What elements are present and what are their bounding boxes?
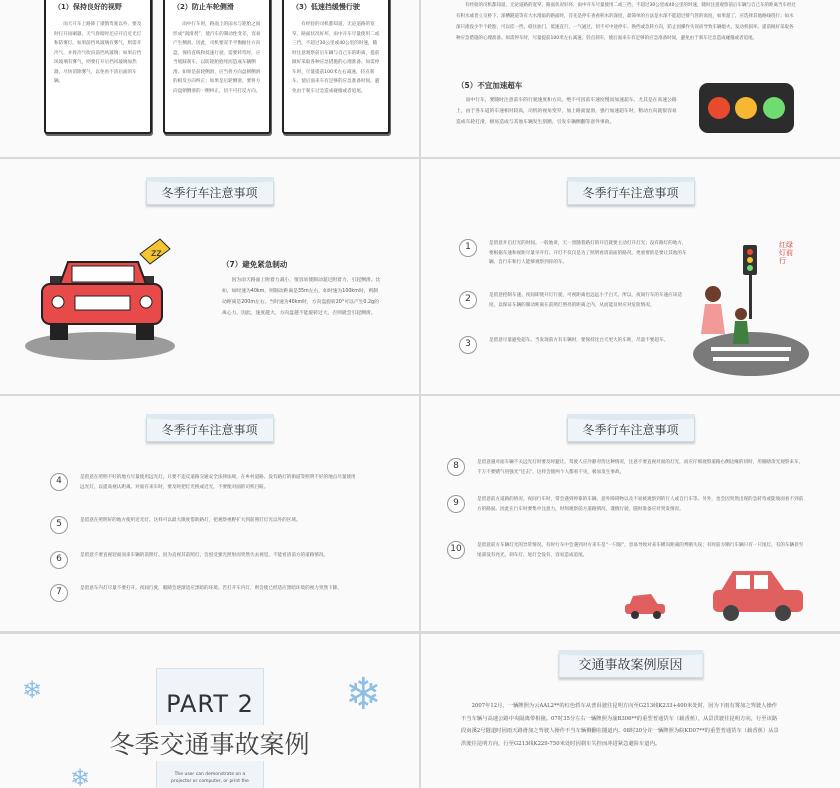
slide-banner: 冬季行车注意事项 bbox=[567, 179, 695, 205]
item-text: 是留意控制车速。夜间即使开灯行驶，可视距离也远远小于白天。所以，夜间行车的车速应该适度，以保证车辆的制动距离在前照灯照亮的距离之内，从而能及时应对危险情况。 bbox=[489, 293, 682, 308]
section-text: 雨中行车，要随时注意前车的行驶速度和方向，绝不可因前车速度慢而加速超车。尤其是在高速公路上，由于各车道的车速相对较高，司机的视角变窄，加上路面湿滑，强行加速超车时，稍动方向就很容易造成车轮打滑，极易造成与其他车辆发生刮蹭，引发车辆侧翻等意外事故。 bbox=[456, 98, 677, 125]
tip-title: （3）低速挡缓慢行驶 bbox=[292, 3, 360, 11]
item-text: 是留意前方道路的情况。夜间行车时，常会遇到停靠的车辆、意外障碍物以及不易被观察到的行人或自行车等。另外，也会因突然出现的急转弯或陡坡而看不到前方的路面。因此在行车时要集中注意力，时刻观察前方道路情况，谨慎行驶，随时准备应对突发情况。 bbox=[477, 497, 804, 512]
item-number: 3 bbox=[459, 336, 477, 354]
slide-rain-driving-tips[interactable] bbox=[0, 0, 419, 157]
item-number: 10 bbox=[447, 541, 465, 559]
snowflake-icon: ❄ bbox=[70, 764, 91, 788]
item-number: 8 bbox=[447, 458, 465, 476]
item-text: 是留意遇对面车辆不关远光灯时要及时避让。驾驶人应冷静对待这种情况，注意不要直视对面的灯光，而应仔细观察道路右侧边缘的同时，用眼睛余光观察来车，千万不要赌气用强光“还击”，这样会使两个人都看不见，极易发生事故。 bbox=[477, 460, 804, 475]
slide-accident-cause[interactable] bbox=[421, 634, 840, 788]
list-item bbox=[459, 291, 689, 310]
tip-card-2 bbox=[163, 0, 271, 134]
tip-card-3 bbox=[282, 0, 390, 134]
yellow-light bbox=[735, 97, 757, 119]
item-number: 7 bbox=[50, 584, 68, 602]
slide-banner: 冬季行车注意事项 bbox=[146, 416, 274, 442]
item-number: 5 bbox=[50, 516, 68, 534]
sign-text: 红绿灯前行 bbox=[779, 241, 793, 265]
item-number: 6 bbox=[50, 551, 68, 569]
snowflake-icon: ❄ bbox=[22, 676, 43, 704]
tip-title: （1）保持良好的视野 bbox=[54, 3, 122, 11]
svg-text:zz: zz bbox=[151, 248, 162, 259]
list-item bbox=[50, 473, 360, 492]
red-light bbox=[708, 97, 730, 119]
item-number: 4 bbox=[50, 473, 68, 491]
slide-emergency-braking[interactable] bbox=[0, 159, 419, 394]
slide-banner: 冬季行车注意事项 bbox=[146, 179, 274, 205]
list-item bbox=[447, 541, 807, 560]
list-item bbox=[50, 516, 360, 534]
snowflake-icon: ❄ bbox=[345, 669, 382, 720]
list-item bbox=[459, 239, 689, 268]
item-text: 是留意开启灯光的时间。一般地讲，天一黑随着路灯的开启就要主动打开灯光；没有路灯的地方，要根据车速和视距尽量早开灯。开灯不仅仅是为了照明看清前面的路况，更重要的是要让其他的车辆、自行车和行人能够观察到你的车。 bbox=[489, 241, 687, 265]
item-number: 1 bbox=[459, 239, 477, 257]
tip-text: 雨天开车上路除了谨慎驾驶以外，要及时打开雨刷器，天气昏暗时还应开启近光灯和防雾灯。如果前挡风玻璃有雾气，则需开冷气，并将冷气吹向前挡风玻璃；如果后挡风玻璃有雾气，则要打开后挡风玻璃加热器，尽快消除雾气，以免看不清后面的车辆。 bbox=[54, 22, 142, 84]
section-text: 因为雨天路面上附着力减小，很容易使制动超过附着力，引起侧滑。比如，如时速为40km，则制动距离是35m左右，如时速为100km时，则制动距离是200m左右。当时速为40km时，方向盘旋转20°可以产生0.2g的离心力，因此，速度越大，方向盘越不能旋转过大，否则就会引起侧滑。 bbox=[222, 278, 381, 316]
slide-night-driving-3[interactable] bbox=[421, 396, 840, 631]
item-text: 是留意在照明好的地方使用近光灯。这样可以最大限度借助路灯，把观察视野扩大到前照灯灯光以外的区域。 bbox=[80, 518, 301, 523]
section-heading: （5）不宜加速超车 bbox=[457, 81, 523, 90]
case-text: 2007年12月，一辆牌照为云AAL2**的红色轿车从普洱驶往昆明方向至G213线K233+400米处时，因为下雨有雾加之驾驶人操作不当车辆与高速公路中央隔离带相撞。07时35分左右一辆牌照为渝B306**的重型普通货车（载香蕉），从景洪驶往昆明方向，行至该路段南溪2号隧道时因雨天路滑加之驾驶人操作不当车辆侧翻在隧道内。08时20分许一辆牌照为皖KD07**的重型普通货车（载香蕉）从景洪驶往昆明方向，行至G213线K229-750米处时因刹车失控而冲进紧急避险车道内。 bbox=[461, 703, 779, 747]
list-item bbox=[459, 336, 689, 354]
tip-text: 雨中行车时，路面上的雨水与轮胎之间形成“润滑剂”，使汽车的制动性变差，容易产生侧滑。因此，司机要双手平衡握住方向盘，保持直线和低速行驶，需要转弯时，应当缓踩刹车，以防轮胎抱死而造成车辆侧滑。如果是前轮侧滑，应当将方向盘朝侧滑的相反方向纠正；如果是后轮侧滑，要将方向盘朝侧滑的一侧纠正，切不可打反方向。 bbox=[173, 22, 261, 94]
part-number: PART 2 bbox=[166, 690, 254, 718]
item-text: 是留意在照明不好的地方尽量使用远光灯。只要不违反道路交通安全法律法规，在乡村道路、没有路灯的街道等照明不好的地点尽量使用远光灯，以提高视认距离。对面有来车时，要及时把灯光换成近光，不要使对面的司机目眩。 bbox=[80, 475, 356, 490]
list-item bbox=[50, 584, 360, 602]
slide-banner: 交通事故案例原因 bbox=[558, 652, 703, 678]
item-text: 是留意前方车辆灯光的异常情况。有时行车中会遇到对方来车是“一只眼”，容易导致对来车横向距离的判断失误；有时前方顺行车辆只有一只尾灯，有的车辆甚至尾部没有亮光，刹车灯、尾灯全没有，容易造成追尾。 bbox=[477, 543, 804, 558]
green-light bbox=[763, 97, 785, 119]
item-number: 2 bbox=[459, 291, 477, 309]
cars-illustration bbox=[621, 566, 811, 626]
slide-night-driving-2[interactable] bbox=[0, 396, 419, 631]
red-car-illustration bbox=[20, 234, 190, 364]
list-item bbox=[447, 495, 807, 514]
item-number: 9 bbox=[447, 495, 465, 513]
item-text: 是留意车内灯尽量不要打开。夜间行驶，眼睛会逐渐适应黑暗的环境。若打开车内灯，则会使已经适应黑暗环境的视力突然下降。 bbox=[80, 586, 342, 591]
tip-card-1 bbox=[44, 0, 152, 134]
slide-night-driving-1[interactable] bbox=[421, 159, 840, 394]
list-item bbox=[50, 551, 360, 569]
tip-text: 有经验的司机都知道，无论道路的宽窄、路面状况好坏，雨中开车尽量使用二或三挡，不超过30公里或40公里的时速，随时注意观察前后车辆与自己车的距离，提前做好采取各种应急措施的心理准备。如需停车时，尽量提前100米左右减速、轻点刹车，使后面来车有足够的应急准备时间，避免由于刹车过急造成碰撞或者追尾。 bbox=[292, 22, 380, 94]
tip-title: （2）防止车轮侧滑 bbox=[173, 3, 234, 11]
list-item bbox=[447, 458, 807, 477]
slide-no-overtaking[interactable] bbox=[421, 0, 840, 157]
slide-part2-cover[interactable] bbox=[0, 634, 419, 788]
item-text: 是留意不要直视迎面而来车辆的前照灯。因为直视其前照灯，会因受强光照射而突然失去视觉，不能看清前方的道路情况。 bbox=[80, 553, 329, 558]
traffic-light-icon bbox=[699, 83, 794, 133]
item-text: 是留意尽量避免超车。当发现前方有车辆时，要保持比白天更大的车距，尽量不要超车。 bbox=[489, 338, 669, 343]
intro-paragraph: 有经验的司机都知道，无论道路的宽窄、路面状况好坏，雨中开车尽量使用二或三挡，不超过30公里或40公里的时速，随时注意观察前后车辆与自己车的距离当车经过有积水或者立交桥下、深槽隧道等有大水漫溢的路面时，首先是停车查看积水的深度，最简单的方法是水深不能超过排气管的高度，如果超了，应选择其他路线绕行；如水深只淹没少半个轮胎，可以挂一挡，稳住油门，低速直行，一气通过，切不可中途停车、换挡或急转方向，防止因操作失误而导致车辆熄火、发动机损坏。提前做好采取各种应急措施的心理准备。如需停车时，尽量提前100米左右减速、轻点刹车，使后面来车有足够的应急准备时间，避免由于刹车过急造成碰撞或者追尾。 bbox=[456, 3, 796, 41]
slide-banner: 冬季行车注意事项 bbox=[567, 416, 695, 442]
section-title: 冬季交通事故案例 bbox=[0, 725, 419, 761]
section-heading: （7）避免紧急制动 bbox=[222, 260, 288, 269]
caption-text: The user can demonstrate on a projector or computer, or print the bbox=[171, 772, 249, 784]
